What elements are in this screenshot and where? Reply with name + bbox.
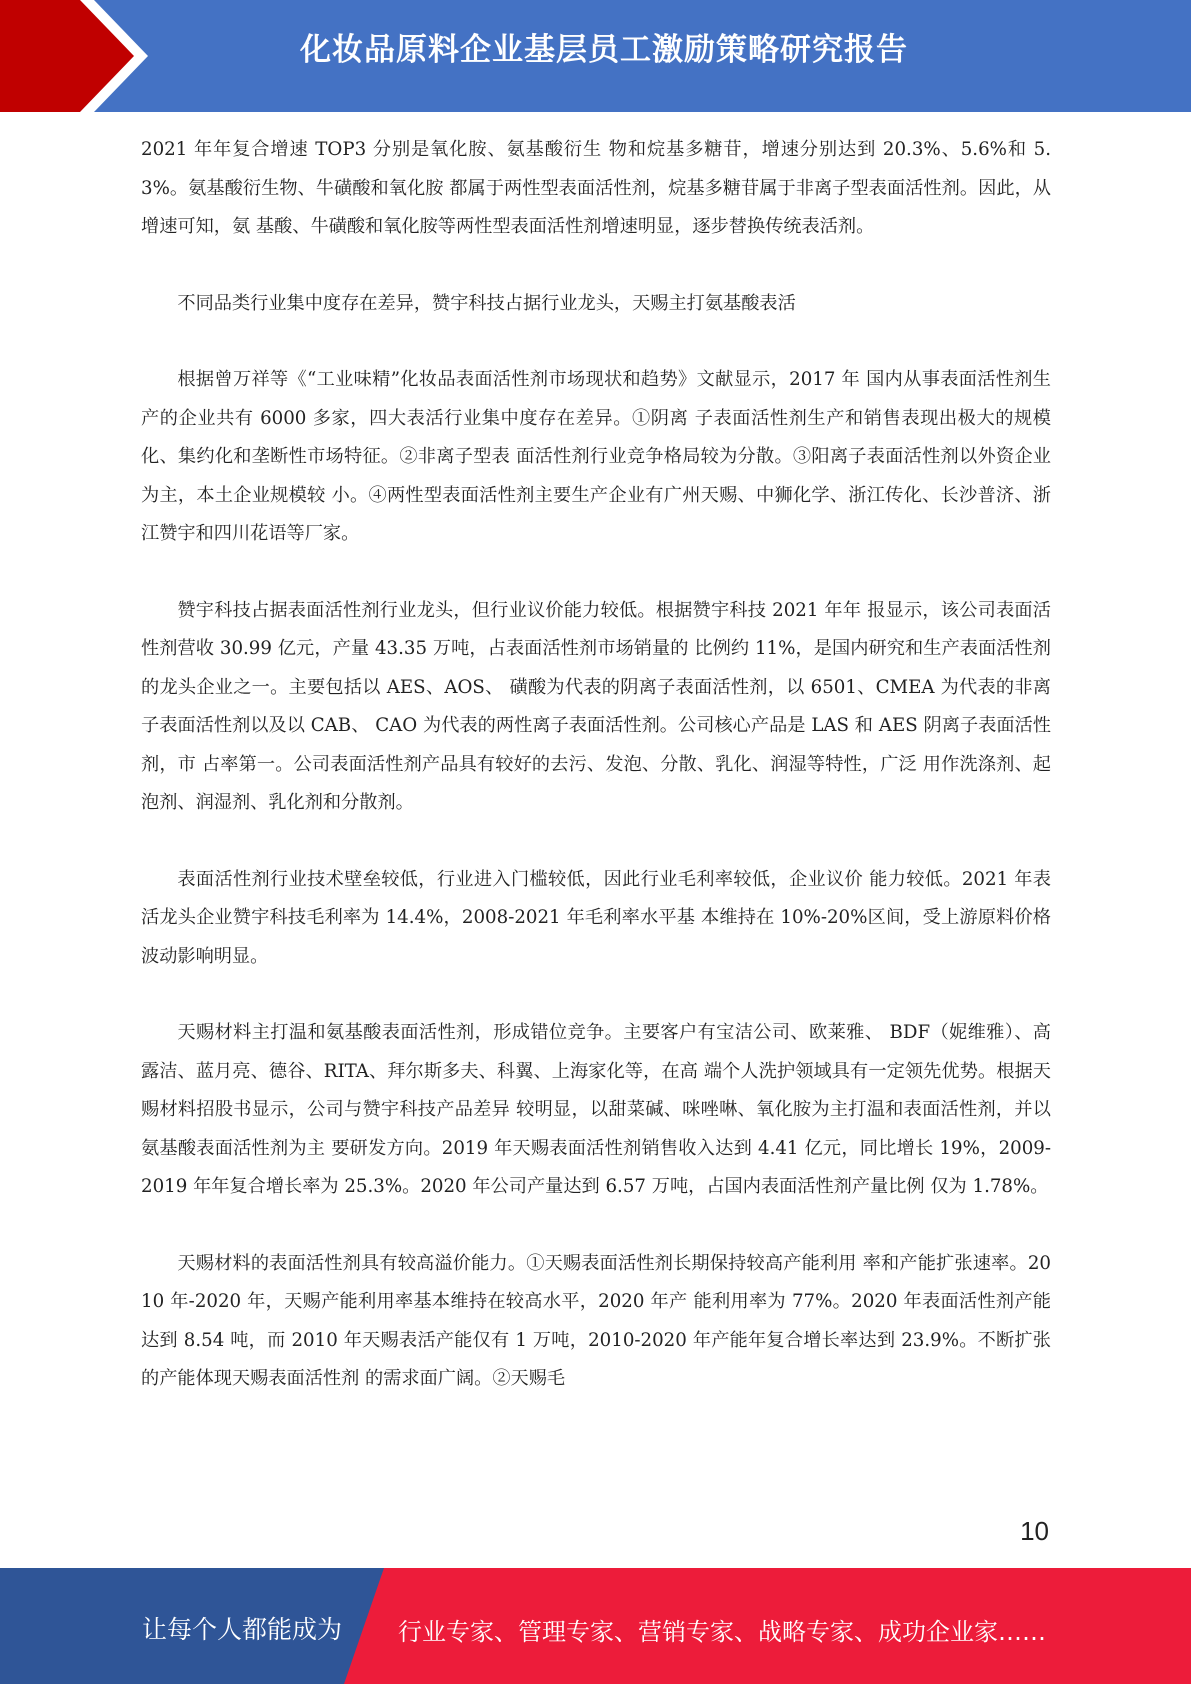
paragraph-2: 根据曾万祥等《“工业味精”化妆品表面活性剂市场现状和趋势》文献显示，2017 年 国内从事表面活性剂生产的企业共有 6000 多家，四大表活行业集中度存在差异。①阴离 子表面活性剂生产和销售表现出极大的规模化、集约化和垄断性市场特征。②非离子型表 面活性剂行业竞争格局较为分散。③阳离子表面活性剂以外资企业为主，本土企业规模较 小。④两性型表面活性剂主要生产企业有广州天赐、中狮化学、浙江传化、长沙普济、浙 江赞宇和四川花语等厂家。 — [141, 369, 1051, 544]
section-heading: 不同品类行业集中度存在差异，赞宇科技占据行业龙头，天赐主打氨基酸表活 — [177, 292, 796, 314]
paragraph-3: 赞宇科技占据表面活性剂行业龙头，但行业议价能力较低。根据赞宇科技 2021 年年 报显示，该公司表面活性剂营收 30.99 亿元，产量 43.35 万吨，占表面活性剂市场销量的 比例约 11%，是国内研究和生产表面活性剂的龙头企业之一。主要包括以 AES、AOS、 磺酸为代表的阴离子表面活性剂，以 6501、CMEA 为代表的非离子表面活性剂以及以 CAB、 CAO 为代表的两性离子表面活性剂。公司核心产品是 LAS 和 AES 阴离子表面活性剂，市 占率第一。公司表面活性剂产品具有较好的去污、发泡、分散、乳化、润湿等特性，广泛 用作洗涤剂、起泡剂、润湿剂、乳化剂和分散剂。 — [141, 599, 1051, 813]
page-header — [0, 0, 1191, 112]
footer-slogan-left: 让每个人都能成为 — [142, 1615, 343, 1644]
report-title: 化妆品原料企业基层员工激励策略研究报告 — [300, 32, 908, 68]
paragraph-5: 天赐材料主打温和氨基酸表面活性剂，形成错位竞争。主要客户有宝洁公司、欧莱雅、 BDF（妮维雅）、高露洁、蓝月亮、德谷、RITA、拜尔斯多夫、科翼、上海家化等，在高 端个人洗护领域具有一定领先优势。根据天赐材料招股书显示，公司与赞宇科技产品差异 较明显，以甜菜碱、咪唑啉、氧化胺为主打温和表面活性剂，并以氨基酸表面活性剂为主 要研发方向。2019 年天赐表面活性剂销售收入达到 4.41 亿元，同比增长 19%，2009-2019 年年复合增长率为 25.3%。2020 年公司产量达到 6.57 万吨，占国内表面活性剂产量比例 仅为 1.78%。 — [141, 1022, 1051, 1197]
paragraph-6: 天赐材料的表面活性剂具有较高溢价能力。①天赐表面活性剂长期保持较高产能利用 率和产能扩张速率。2010 年-2020 年，天赐产能利用率基本维持在较高水平，2020 年产 能利用率为 77%。2020 年表面活性剂产能达到 8.54 吨，而 2010 年天赐表活产能仅有 1 万吨，2010-2020 年产能年复合增长率达到 23.9%。不断扩张的产能体现天赐表面活性剂 的需求面广阔。②天赐毛 — [141, 1252, 1051, 1389]
paragraph-1: 2021 年年复合增速 TOP3 分别是氧化胺、氨基酸衍生 物和烷基多糖苷，增速分别达到 20.3%、5.6%和 5.3%。氨基酸衍生物、牛磺酸和氧化胺 都属于两性型表面活性剂，烷基多糖苷属于非离子型表面活性剂。因此，从增速可知，氨 基酸、牛磺酸和氧化胺等两性型表面活性剂增速明显，逐步替换传统表活剂。 — [141, 139, 1051, 237]
page-number: 10 — [1020, 1516, 1049, 1546]
page-footer — [0, 1568, 1191, 1684]
paragraph-4: 表面活性剂行业技术壁垒较低，行业进入门槛较低，因此行业毛利率较低，企业议价 能力较低。2021 年表活龙头企业赞宇科技毛利率为 14.4%，2008-2021 年毛利率水平基 本维持在 10%-20%区间，受上游原料价格波动影响明显。 — [141, 868, 1051, 967]
header-arrow-decoration — [0, 0, 160, 112]
article-body — [141, 131, 1051, 1399]
footer-slogan-right: 行业专家、管理专家、营销专家、战略专家、成功企业家…… — [398, 1618, 1046, 1646]
